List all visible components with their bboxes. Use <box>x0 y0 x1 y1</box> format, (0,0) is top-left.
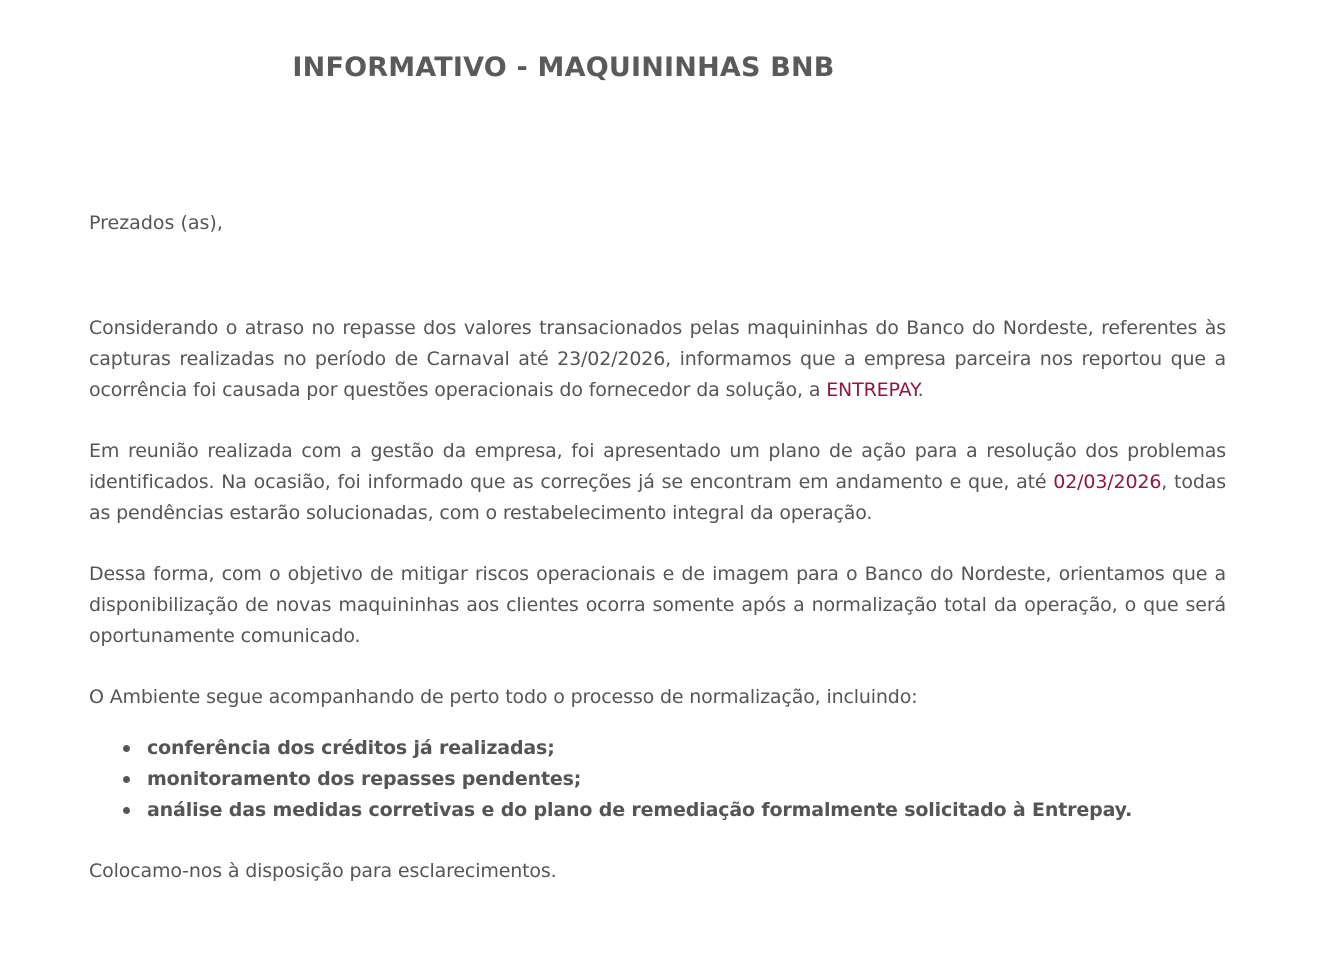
greeting: Prezados (as), <box>89 212 223 234</box>
list-item-text: análise das medidas corretivas e do plano de remediação formalmente solicitado à Entrepay. <box>147 799 1133 821</box>
list-item <box>147 764 1132 795</box>
bullet-icon <box>123 776 130 783</box>
closing-line: Colocamo-nos à disposição para esclarecimentos. <box>89 860 557 882</box>
list-item <box>147 733 1132 764</box>
bullet-icon <box>123 745 130 752</box>
list-item-text: conferência dos créditos já realizadas; <box>147 737 555 759</box>
supplier-name-highlight: ENTREPAY <box>826 379 918 401</box>
bullet-icon <box>123 807 130 814</box>
paragraph-guidance: Dessa forma, com o objetivo de mitigar riscos operacionais e de imagem para o Banco do Nordeste, orientamos que a disponibilização de novas maquininhas aos clientes ocorra somente após a normalização total da operação, o que será oportunamente comunicado. <box>89 563 1226 647</box>
deadline-date-highlight: 02/03/2026 <box>1053 471 1162 493</box>
paragraph-text: . <box>917 379 924 401</box>
paragraph-text: , todas as pendências estarão solucionadas, com o restabelecimento integral da operação. <box>89 471 1226 524</box>
list-item-text: monitoramento dos repasses pendentes; <box>147 768 582 790</box>
paragraph-delay-notice <box>89 313 1226 406</box>
paragraph-monitoring-intro: O Ambiente segue acompanhando de perto todo o processo de normalização, incluindo: <box>89 686 918 708</box>
paragraph-action-plan <box>89 436 1226 529</box>
list-item <box>147 795 1132 826</box>
monitoring-list <box>89 733 1132 826</box>
paragraph-text: Em reunião realizada com a gestão da empresa, foi apresentado um plano de ação para a resolução dos problemas identificados. Na ocasião, foi informado que as correções já se encontram em andamento e que, até <box>89 440 1226 493</box>
paragraph-text: Considerando o atraso no repasse dos valores transacionados pelas maquininhas do Banco do Nordeste, referentes às capturas realizadas no período de Carnaval até 23/02/2026, informamos que a empresa parceira nos reportou que a ocorrência foi causada por questões operacionais do fornecedor da solução, a <box>89 317 1226 401</box>
document-title: INFORMATIVO - MAQUININHAS BNB <box>292 52 835 83</box>
